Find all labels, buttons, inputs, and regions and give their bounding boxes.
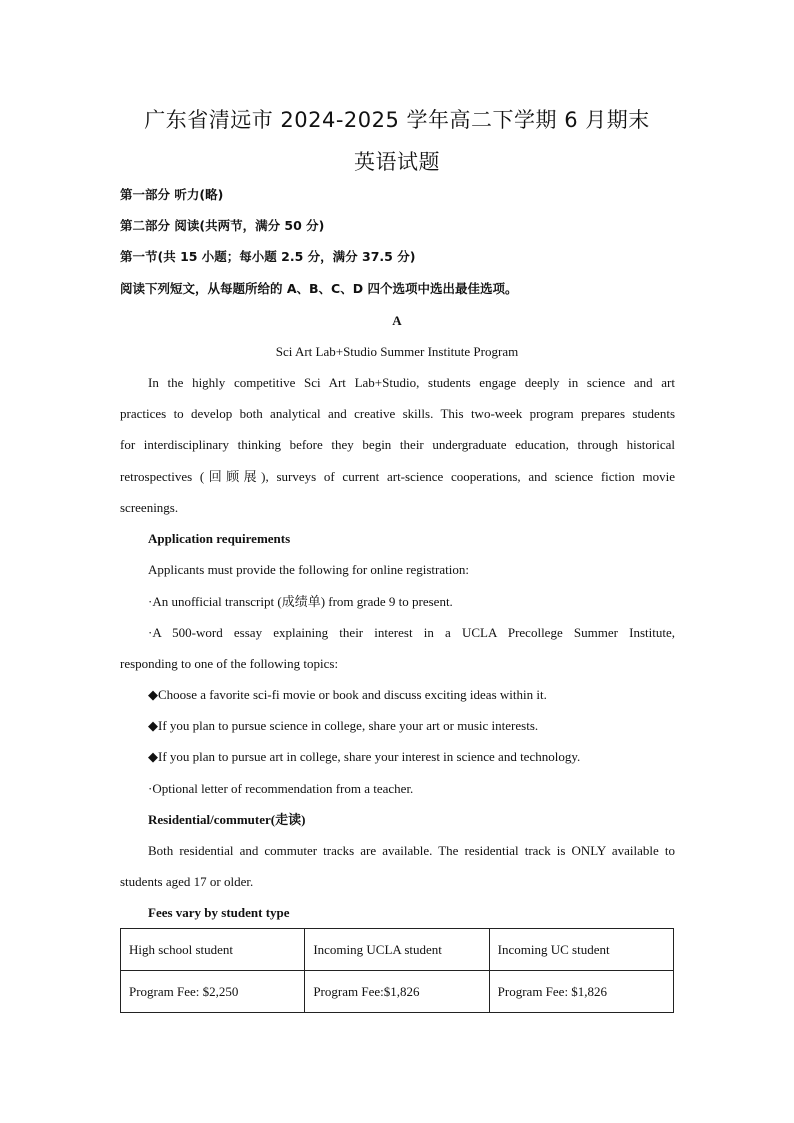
table-row: [121, 971, 674, 1013]
intro-line: screenings.: [120, 500, 179, 515]
application-intro: Applicants must provide the following for online registration:: [148, 562, 469, 577]
part1-heading: 第一部分 听力(略): [120, 187, 224, 202]
requirement-item: ·Optional letter of recommendation from a teacher.: [148, 781, 414, 796]
document-title: 广东省清远市 2024-2025 学年高二下学期 6 月期末: [144, 108, 650, 132]
part2-heading: 第二部分 阅读(共两节，满分 50 分): [120, 218, 325, 233]
intro-line: retrospectives (回顾展), surveys of current art-science cooperations, and science fiction movie: [120, 469, 675, 484]
section1-heading: 第一节(共 15 小题；每小题 2.5 分，满分 37.5 分): [120, 249, 416, 264]
intro-line: practices to develop both analytical and creative skills. This two-week program prepares students: [120, 406, 675, 421]
fees-table: [120, 928, 674, 1013]
table-header-cell: Incoming UCLA student: [305, 929, 489, 971]
requirement-item-continued: responding to one of the following topics:: [120, 656, 339, 671]
residential-text: students aged 17 or older.: [120, 874, 254, 889]
table-header-cell: Incoming UC student: [489, 929, 673, 971]
document-subtitle: 英语试题: [354, 150, 440, 174]
residential-heading: Residential/commuter(走读): [148, 812, 306, 827]
topic-item: ◆Choose a favorite sci-fi movie or book and discuss exciting ideas within it.: [148, 687, 547, 702]
requirement-item: ·A 500-word essay explaining their interest in a UCLA Precollege Summer Institute,: [148, 625, 675, 640]
table-cell: Program Fee: $2,250: [121, 971, 305, 1013]
passage-label: A: [392, 313, 402, 328]
instruction-text: 阅读下列短文，从每题所给的 A、B、C、D 四个选项中选出最佳选项。: [120, 281, 518, 296]
table-row: [121, 929, 674, 971]
intro-line: In the highly competitive Sci Art Lab+Studio, students engage deeply in science and art: [148, 375, 675, 390]
application-heading: Application requirements: [148, 531, 291, 546]
topic-item: ◆If you plan to pursue art in college, share your interest in science and technology.: [148, 749, 581, 764]
residential-text: Both residential and commuter tracks are available. The residential track is ONLY available to: [148, 843, 675, 858]
table-cell: Program Fee:$1,826: [305, 971, 489, 1013]
passage-title: Sci Art Lab+Studio Summer Institute Program: [275, 344, 519, 359]
fees-heading: Fees vary by student type: [148, 905, 290, 920]
requirement-item: ·An unofficial transcript (成绩单) from grade 9 to present.: [148, 594, 453, 609]
table-cell: Program Fee: $1,826: [489, 971, 673, 1013]
table-header-cell: High school student: [121, 929, 305, 971]
intro-line: for interdisciplinary thinking before they begin their undergraduate education, through historical: [120, 437, 675, 452]
topic-item: ◆If you plan to pursue science in college, share your art or music interests.: [148, 718, 539, 733]
